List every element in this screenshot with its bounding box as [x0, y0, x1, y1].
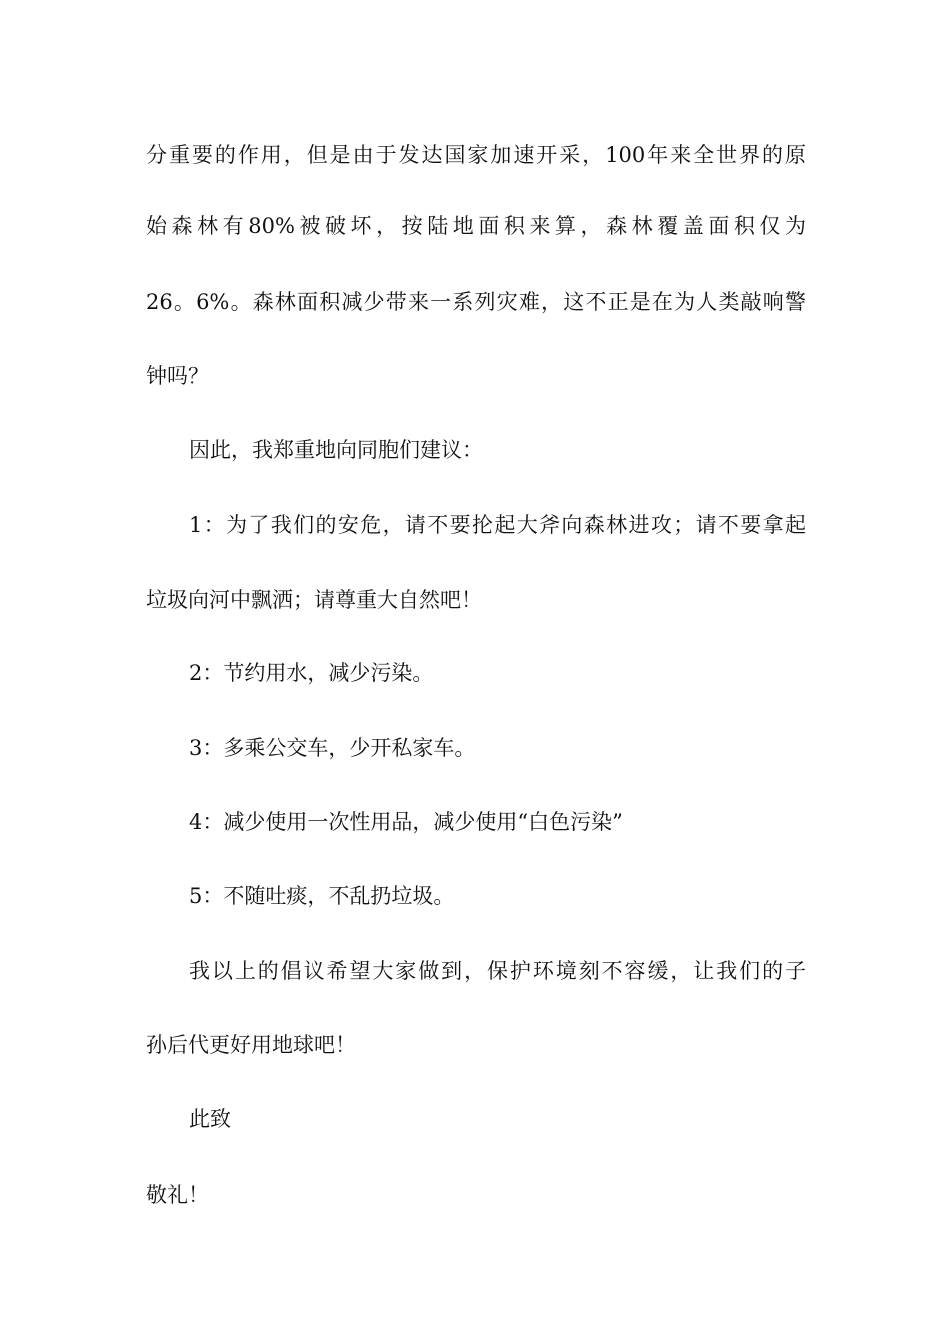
list-item-2: 2：节约用水，减少污染。: [189, 661, 434, 685]
list-item-4: 4：减少使用一次性用品，减少使用“白色污染”: [189, 810, 623, 834]
closing-paragraph-line-1: 我以上的倡议希望大家做到，保护环境刻不容缓，让我们的子: [189, 959, 806, 983]
paragraph-line: 始森林有80%被破坏，按陆地面积来算，森林覆盖面积仅为: [146, 214, 806, 238]
closing-paragraph-line-2: 孙后代更好用地球吧！: [146, 1033, 356, 1057]
list-item-5: 5：不随吐痰，不乱扔垃圾。: [189, 884, 455, 908]
paragraph-line: 分重要的作用，但是由于发达国家加速开采，100年来全世界的原: [146, 143, 806, 167]
list-item-1-line-2: 垃圾向河中飘洒；请尊重大自然吧！: [146, 588, 482, 612]
closing-line: 敬礼！: [146, 1183, 209, 1207]
paragraph-line: 26。6%。森林面积减少带来一系列灾难，这不正是在为人类敲响警: [146, 290, 806, 314]
list-item-3: 3：多乘公交车，少开私家车。: [189, 736, 476, 760]
paragraph-line: 钟吗？: [146, 364, 209, 388]
salutation-line: 此致: [189, 1107, 231, 1131]
list-item-1-line-1: 1：为了我们的安危，请不要抡起大斧向森林进攻；请不要拿起: [189, 513, 806, 537]
paragraph-line: 因此，我郑重地向同胞们建议：: [189, 438, 483, 462]
